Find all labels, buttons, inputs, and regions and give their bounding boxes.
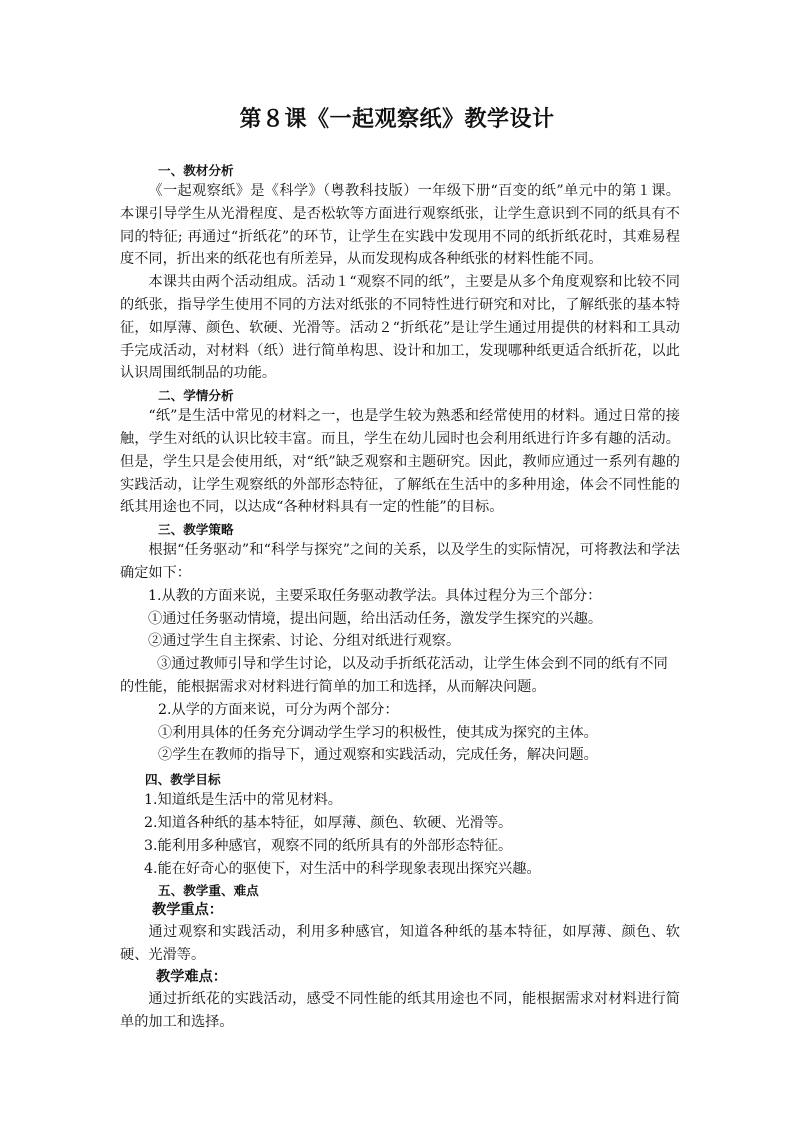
list-item: ②通过学生自主探索、讨论、分组对纸进行观察。 <box>148 633 461 650</box>
difficult-points-text: 通过折纸花的实践活动，感受不同性能的纸其用途也不同，能根据需求对材料进行简单的加工和选择。 <box>120 990 680 1030</box>
goal-item: 3.能利用多种感官，观察不同的纸所具有的外部形态特征。 <box>144 837 513 854</box>
goal-item: 1.知道纸是生活中的常见材料。 <box>144 792 342 809</box>
paragraph: “纸”是生活中常见的材料之一，也是学生较为熟悉和经常使用的材料。通过日常的接触，学生对纸的认识比较丰富。而且，学生在幼儿园时也会利用纸进行许多有趣的活动。但是，学生只是会使用纸，对“纸”缺乏观察和主题研究。因此，教师应通过一系列有趣的实践活动，让学生观察纸的外部形态特征，了解纸在生活中的多种用途，体会不同性能的纸其用途也不同，以达成“各种材料具有一定的性能”的目标。 <box>120 408 680 516</box>
difficult-points-label: 教学难点： <box>156 968 227 985</box>
paragraph: 本课共由两个活动组成。活动１“观察不同的纸”，主要是从多个角度观察和比较不同的纸张，指导学生使用不同的方法对纸张的不同特性进行研究和对比，了解纸张的基本特征，如厚薄、颜色、软硬、光滑等。活动２“折纸花”是让学生通过用提供的材料和工具动手完成活动，对材料（纸）进行简单构思、设计和加工，发现哪种纸更适合纸折花，以此认识周围纸制品的功能。 <box>120 274 680 382</box>
list-item: ①通过任务驱动情境，提出问题，给出活动任务，激发学生探究的兴趣。 <box>148 610 603 627</box>
list-item: ③通过教师引导和学生讨论，以及动手折纸花活动，让学生体会到不同的纸有不同的性能，能根据需求对材料进行简单的加工和选择，从而解决问题。 <box>120 656 668 695</box>
document-body <box>120 160 680 1034</box>
paragraph: 根据“任务驱动”和“科学与探究”之间的关系，以及学生的实际情况，可将教法和学法确定如下： <box>120 542 680 581</box>
goal-item: 2.知道各种纸的基本特征，如厚薄、颜色、软硬、光滑等。 <box>144 814 513 831</box>
goal-item: 4.能在好奇心的驱使下，对生活中的科学现象表现出探究兴趣。 <box>144 860 541 877</box>
section-heading-key-difficult-points: 五、教学重、难点 <box>158 883 259 899</box>
page-title: 第８课《一起观察纸》教学设计 <box>239 106 555 132</box>
section-heading-teaching-goals: 四、教学目标 <box>145 772 221 788</box>
key-points-text: 通过观察和实践活动，利用多种感官，知道各种纸的基本特征，如厚薄、颜色、软硬、光滑等。 <box>120 924 680 964</box>
list-item: 1.从教的方面来说，主要采取任务驱动教学法。具体过程分为三个部分： <box>148 587 602 604</box>
paragraph: 《一起观察纸》是《科学》（粤教科技版）一年级下册“百变的纸”单元中的第１课。本课引导学生从光滑程度、是否松软等方面进行观察纸张，让学生意识到不同的纸具有不同的特征; 再通过“折纸花”的环节，让学生在实践中发现用不同的纸折纸花时，其难易程度不同，折出来的纸花也有所差异，从而发现构成各种纸张的材料性能不同。 <box>120 183 680 268</box>
section-heading-student-analysis: 二、学情分析 <box>158 388 234 404</box>
key-points-label: 教学重点： <box>152 902 223 919</box>
section-heading-textbook-analysis: 一、教材分析 <box>158 163 234 178</box>
list-item: ①利用具体的任务充分调动学生学习的积极性，使其成为探究的主体。 <box>158 724 598 741</box>
list-item: ②学生在教师的指导下，通过观察和实践活动，完成任务，解决问题。 <box>158 747 598 764</box>
list-item: 2.从学的方面来说，可分为两个部分： <box>158 701 399 718</box>
section-heading-teaching-strategy: 三、教学策略 <box>158 522 234 538</box>
